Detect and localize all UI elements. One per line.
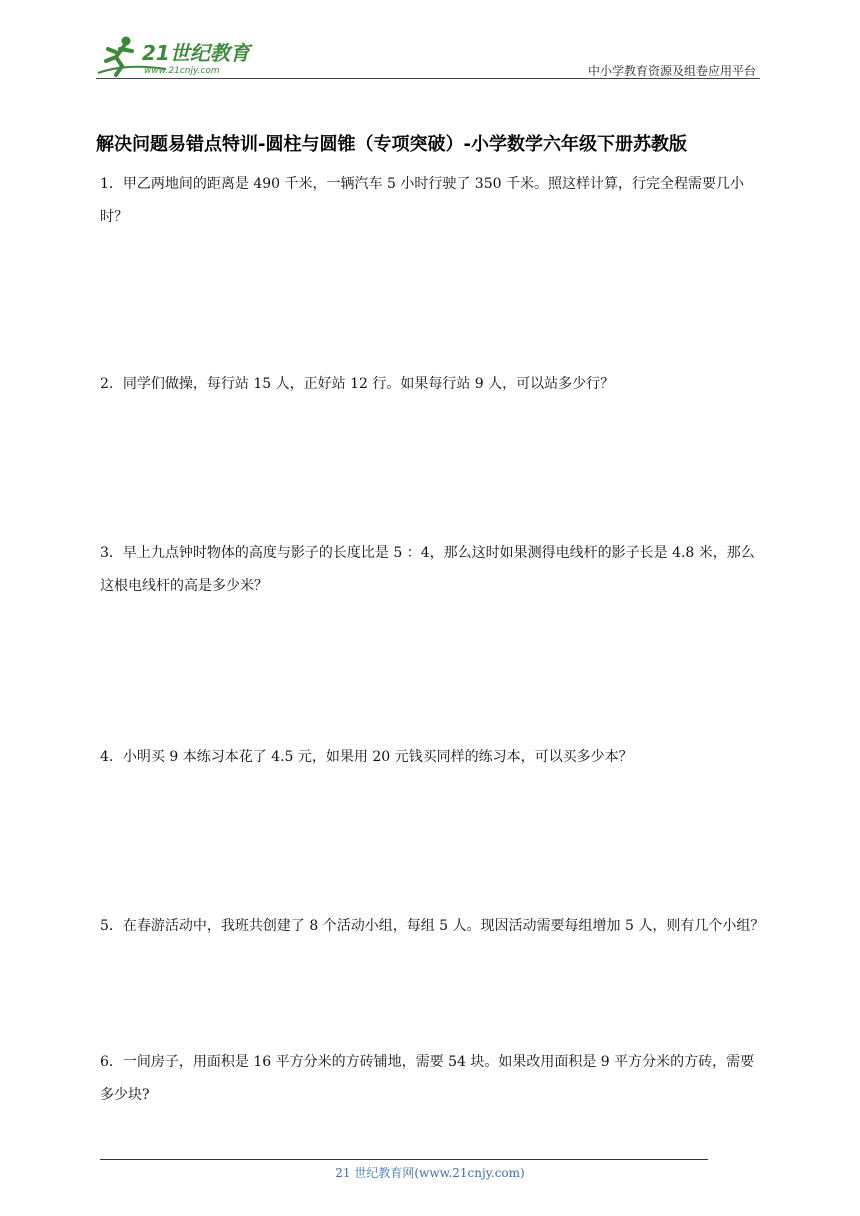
question-6: 6．一间房子，用面积是 16 平方分米的方砖铺地，需要 54 块。如果改用面积是 9 平方分米的方砖，需要多少块? — [100, 1054, 755, 1103]
logo-url: www.21cnjy.com — [144, 66, 220, 76]
question-4: 4．小明买 9 本练习本花了 4.5 元，如果用 20 元钱买同样的练习本，可以买多少本？ — [100, 749, 633, 765]
page-title: 解决问题易错点特训-圆柱与圆锥（专项突破）-小学数学六年级下册苏教版 — [96, 134, 687, 155]
footer-divider — [100, 1159, 708, 1160]
question-3: 3．早上九点钟时物体的高度与影子的长度比是 5 ：4，那么这时如果测得电线杆的影子长是 4.8 米，那么这根电线杆的高是多少米？ — [100, 545, 755, 594]
site-logo — [96, 33, 261, 77]
question-2: 2．同学们做操，每行站 15 人，正好站 12 行。如果每行站 9 人，可以站多少行？ — [100, 376, 615, 392]
site-slogan: 中小学教育资源及组卷应用平台 — [587, 64, 756, 78]
question-1: 1．甲乙两地间的距离是 490 千米，一辆汽车 5 小时行驶了 350 千米。照这样计算，行完全程需要几小时？ — [100, 176, 744, 225]
header-divider — [96, 78, 760, 79]
logo-text: 21世纪教育 — [142, 41, 250, 65]
footer-link[interactable]: 21 世纪教育网(www.21cnjy.com) — [335, 1166, 525, 1180]
question-5: 5．在春游活动中，我班共创建了 8 个活动小组，每组 5 人。现因活动需要每组增加 5 人，则有几个小组？ — [100, 918, 765, 934]
